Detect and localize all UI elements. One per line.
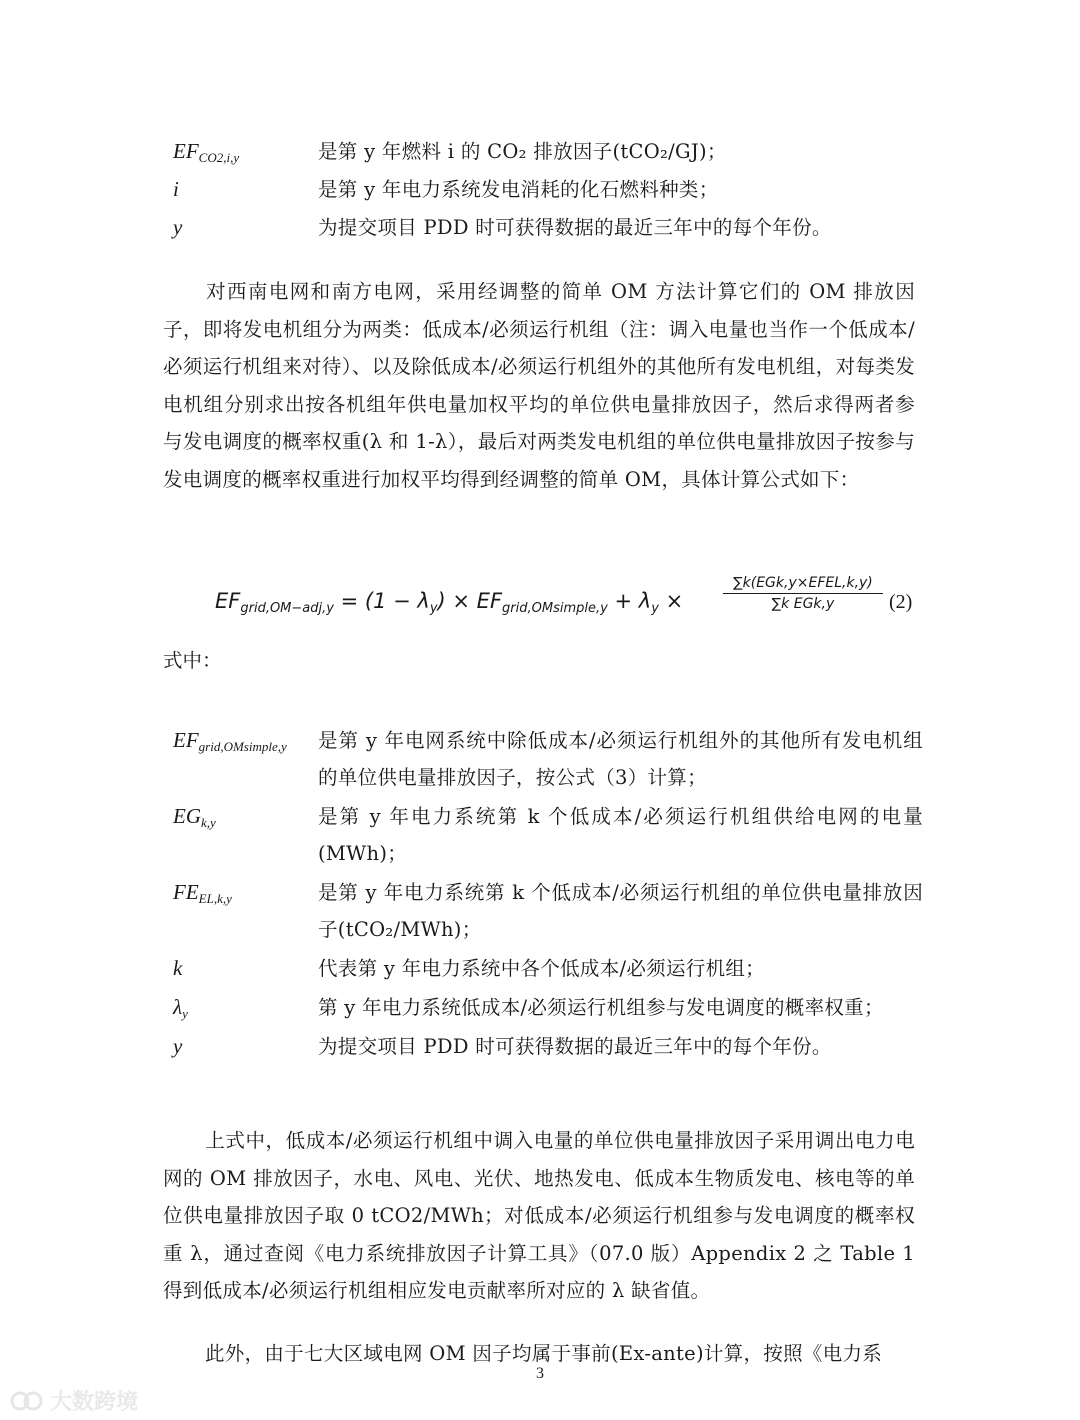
definition-text: 为提交项目 PDD 时可获得数据的最近三年中的每个年份。 [318, 1035, 832, 1058]
symbol: y [173, 215, 183, 239]
label-shizhong: 式中： [163, 649, 222, 672]
definition-text: 是第 y 年电力系统发电消耗的化石燃料种类； [318, 178, 719, 201]
symbol: y [173, 1034, 183, 1058]
formula-2 [215, 575, 935, 635]
symbol: i [173, 177, 179, 201]
definitions-bottom [163, 722, 923, 1067]
definition-row [163, 171, 923, 208]
symbol: k [173, 956, 183, 980]
definitions-top [163, 133, 923, 247]
watermark [10, 1385, 138, 1416]
definition-row [163, 1028, 923, 1065]
formula-expression: $EF_{grid,OM-adj,y} = (1 - \lambda_y) \times EF_{grid,OMsimple,y} + \lambda_y$ × [215, 589, 684, 616]
formula-fraction [723, 575, 883, 612]
equation-number: (2) [889, 591, 913, 613]
symbol: $EF_{grid,OMsimple,y}$ [173, 728, 287, 754]
symbol: $EG_{k,y}$ [173, 804, 216, 830]
definition-row [163, 798, 923, 872]
symbol: $\lambda_y$ [173, 995, 188, 1021]
page-number: 3 [536, 1365, 544, 1382]
definition-row [163, 209, 923, 246]
definition-text: 是第 y 年电网系统中除低成本/必须运行机组外的其他所有发电机组的单位供电量排放因子，按公式（3）计算； [318, 729, 923, 789]
definition-text: 第 y 年电力系统低成本/必须运行机组参与发电调度的概率权重； [318, 996, 884, 1019]
definition-text: 代表第 y 年电力系统中各个低成本/必须运行机组； [318, 957, 765, 980]
paragraph-low-cost-units: 上式中，低成本/必须运行机组中调入电量的单位供电量排放因子采用调出电力电网的 OM 排放因子，水电、风电、光伏、地热发电、低成本生物质发电、核电等的单位供电量排放因子取 0 tCO2/MWh；对低成本/必须运行机组参与发电调度的概率权重 λ，通过查阅《电力系统排放因子计算工具》（07.0 版）Appendix 2 之 Table 1 得到低成本/必须运行机组相应发电贡献率所对应的 λ 缺省值。 [163, 1129, 915, 1302]
definition-text: 是第 y 年电力系统第 k 个低成本/必须运行机组的单位供电量排放因子(tCO₂/MWh)； [318, 881, 923, 941]
fraction-denominator: ∑k EGk,y [771, 596, 835, 612]
symbol: $FE_{EL,k,y}$ [173, 880, 232, 906]
definition-text: 是第 y 年电力系统第 k 个低成本/必须运行机组供给电网的电量(MWh)； [318, 805, 923, 865]
definition-text: 为提交项目 PDD 时可获得数据的最近三年中的每个年份。 [318, 216, 832, 239]
paragraph-om-method: 对西南电网和南方电网，采用经调整的简单 OM 方法计算它们的 OM 排放因子，即将发电机组分为两类：低成本/必须运行机组（注：调入电量也当作一个低成本/必须运行机组来对待）、以及除低成本/必须运行机组外的其他所有发电机组，对每类发电机组分别求出按各机组年供电量加权平均的单位供电量排放因子，然后求得两者参与发电调度的概率权重(λ 和 1-λ），最后对两类发电机组的单位供电量排放因子按参与发电调度的概率权重进行加权平均得到经调整的简单 OM，具体计算公式如下： [163, 280, 915, 491]
watermark-logo-icon [10, 1389, 44, 1413]
definition-row [163, 989, 923, 1026]
definition-row [163, 722, 923, 796]
definition-row [163, 950, 923, 987]
watermark-text: 大数跨境 [50, 1390, 139, 1415]
symbol: $EF_{CO2,i,y}$ [173, 139, 240, 165]
definition-text: 是第 y 年燃料 i 的 CO₂ 排放因子(tCO₂/GJ)； [318, 140, 727, 163]
fraction-numerator: ∑k(EGk,y×EFEL,k,y) [723, 575, 883, 594]
paragraph-ex-ante: 此外，由于七大区域电网 OM 因子均属于事前(Ex-ante)计算，按照《电力系 [205, 1342, 883, 1365]
definition-row [163, 874, 923, 948]
definition-row [163, 133, 923, 170]
